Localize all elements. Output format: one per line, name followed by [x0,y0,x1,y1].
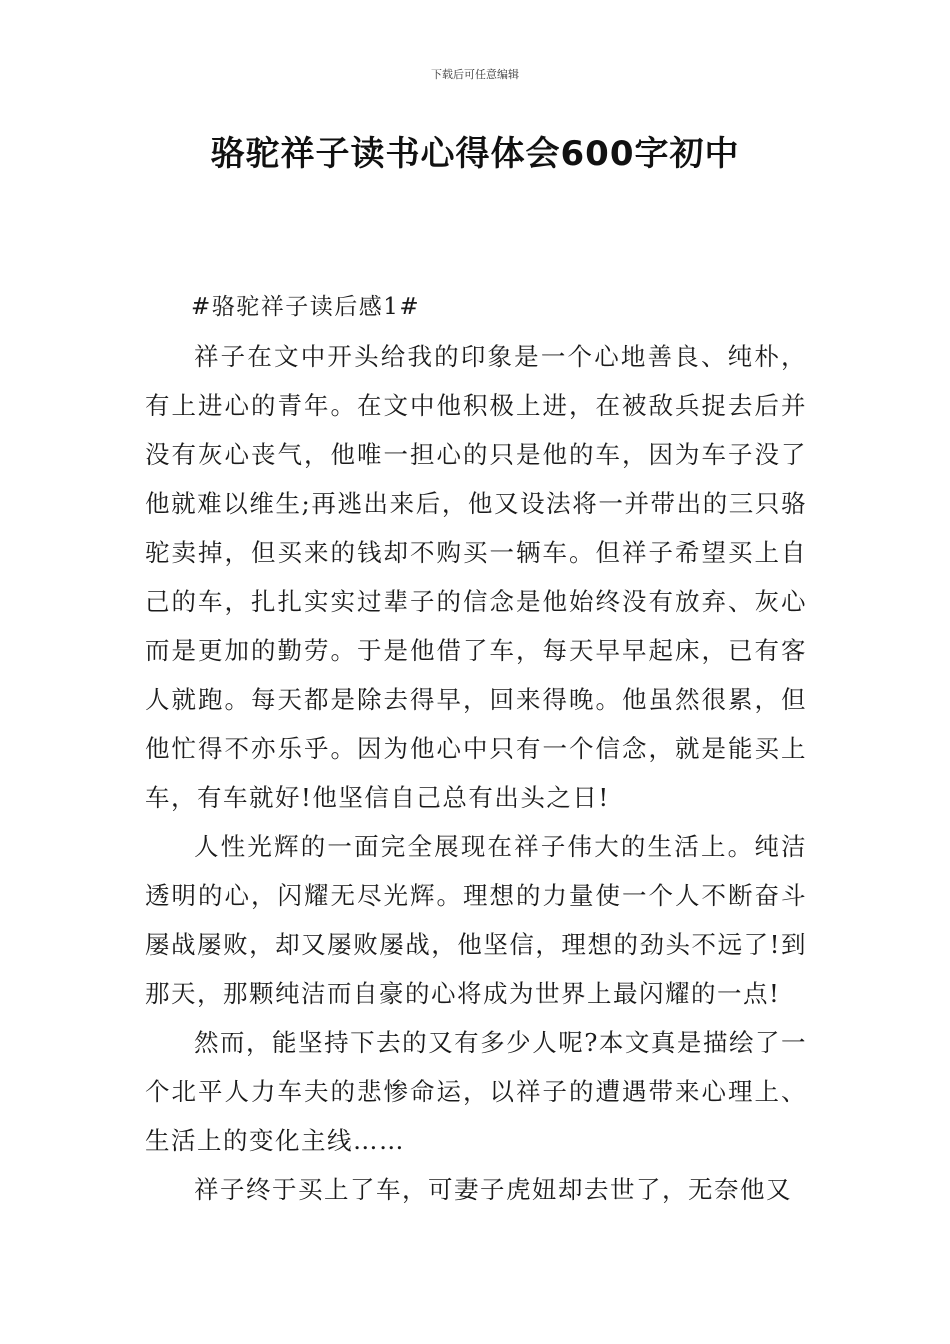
paragraph-3: 然而，能坚持下去的又有多少人呢?本文真是描绘了一个北平人力车夫的悲惨命运，以祥子的遭遇带来心理上、生活上的变化主线…… [145,1028,807,1155]
paragraph-1: 祥子在文中开头给我的印象是一个心地善良、纯朴，有上进心的青年。在文中他积极上进，在被敌兵捉去后并没有灰心丧气，他唯一担心的只是他的车，因为车子没了他就难以维生;再逃出来后，他又设法将一并带出的三只骆驼卖掉，但买来的钱却不购买一辆车。但祥子希望买上自己的车，扎扎实实过辈子的信念是他始终没有放弃、灰心而是更加的勤劳。于是他借了车，每天早早起床，已有客人就跑。每天都是除去得早，回来得晚。他虽然很累，但他忙得不亦乐乎。因为他心中只有一个信念，就是能买上车，有车就好!他坚信自己总有出头之日! [145,342,807,812]
document-body [145,283,807,1214]
paragraph-2: 人性光辉的一面完全展现在祥子伟大的生活上。纯洁透明的心，闪耀无尽光辉。理想的力量使一个人不断奋斗屡战屡败，却又屡败屡战，他坚信，理想的劲头不远了!到那天，那颗纯洁而自豪的心将成为世界上最闪耀的一点! [145,832,807,1008]
paragraph-4: 祥子终于买上了车，可妻子虎妞却去世了，无奈他又 [194,1175,792,1204]
header-note: 下载后可任意编辑 [431,68,519,81]
section-heading: #骆驼祥子读后感1# [191,294,421,320]
document-title: 骆驼祥子读书心得体会600字初中 [210,134,740,174]
